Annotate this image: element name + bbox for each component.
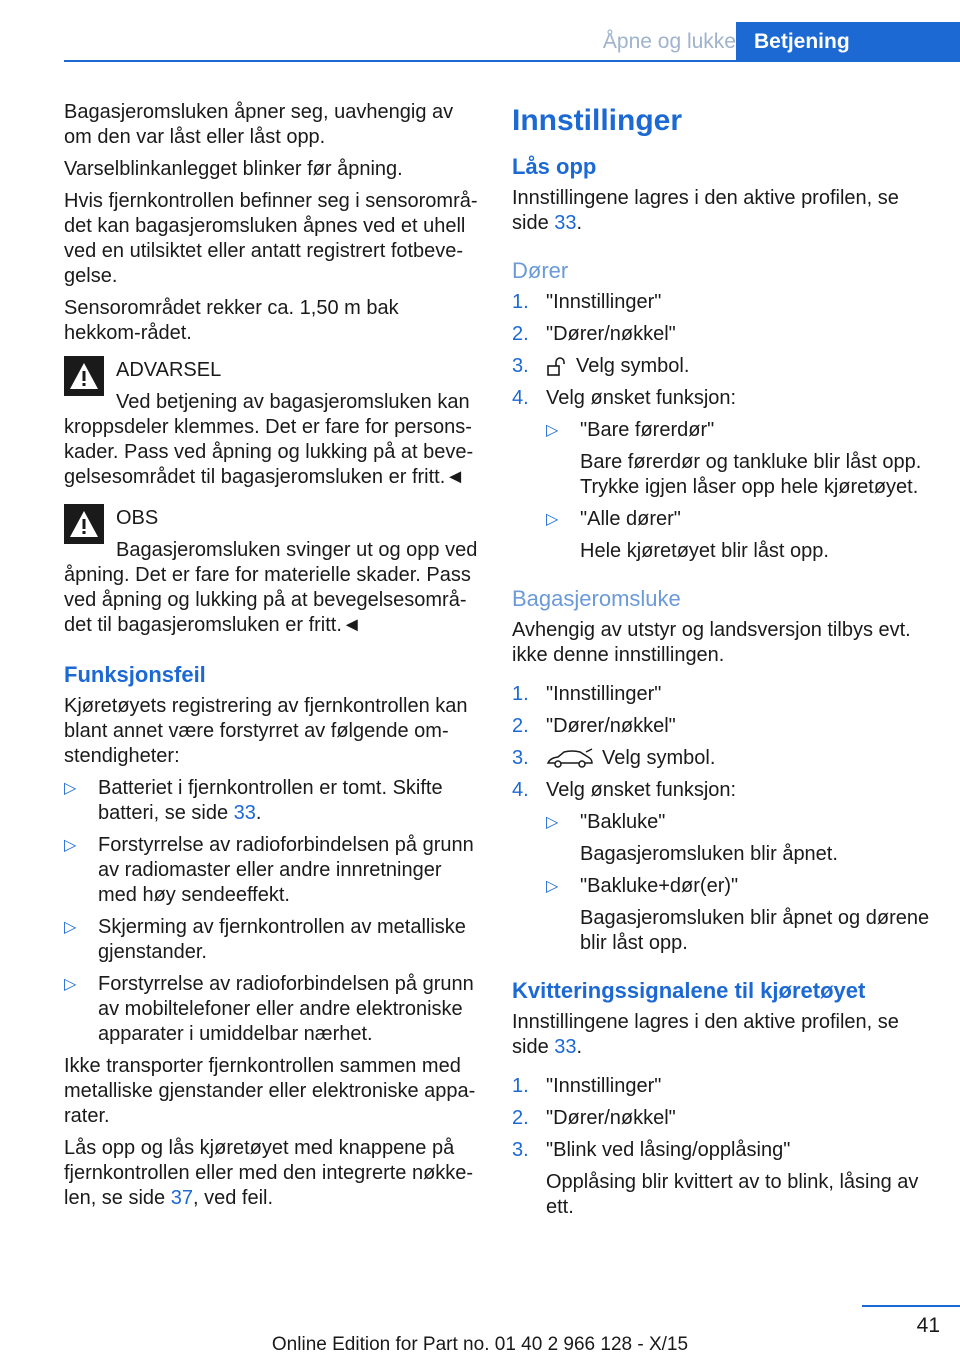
paragraph: Hvis fjernkontrollen befinner seg i sensorområ‐det kan bagasjeromsluken åpnes ved et uhell ved en utilsiktet eller antatt registrert fotbeve‐gelse. <box>64 190 478 287</box>
unlock-icon <box>546 356 568 378</box>
paragraph: Sensorområdet rekker ca. 1,50 m bak hekkom‐rådet. <box>64 297 399 344</box>
paragraph: Avhengig av utstyr og landsversjon tilbys evt. ikke denne innstillingen. <box>512 619 911 666</box>
page-link[interactable]: 33 <box>554 1036 577 1058</box>
bullet-triangle-icon: ▷ <box>546 814 559 831</box>
left-column <box>64 100 480 1218</box>
paragraph: Innstillingene lagres i den aktive profilen, se side 33. <box>512 187 899 234</box>
list-item: 2. "Dører/nøkkel" <box>512 715 676 737</box>
bullet-triangle-icon: ▷ <box>546 878 559 895</box>
list-item: 2. "Dører/nøkkel" <box>512 1107 676 1129</box>
subsection-heading-doors: Dører <box>512 258 569 283</box>
list-item: 3. Velg symbol. <box>512 747 716 769</box>
section-title: Innstillinger <box>512 104 683 137</box>
list-item: ▷ "Bakluke+dør(er)" Bagasjeromsluken blir åpnet og dørene blir låst opp. <box>546 875 930 954</box>
bullet-triangle-icon: ▷ <box>64 976 77 993</box>
list-item: ▷ "Bare førerdør" Bare førerdør og tankluke blir låst opp. Trykke igjen låser opp hele kjøretøyet. <box>546 419 922 498</box>
list-item: 3. "Blink ved låsing/opplåsing" Opplåsing blir kvittert av to blink, låsing av ett. <box>512 1139 919 1218</box>
page-link[interactable]: 37 <box>170 1187 193 1209</box>
list-item: 4. Velg ønsket funksjon: ▷ "Bakluke" Bagasjeromsluken blir åpnet. ▷ "Bakluke+dør(er)" Bagasjeromsluken blir åpnet og dørene blir låst opp. <box>512 778 940 956</box>
list-item: ▷ Forstyrrelse av radioforbindelsen på grunn av radiomaster eller andre innretninger med høy sendeeffekt. <box>64 834 474 906</box>
caution-text: Bagasjeromsluken svinger ut og opp ved <box>116 539 478 561</box>
right-column <box>512 100 940 1227</box>
warning-text: Ved betjening av bagasjeromsluken kan <box>116 391 470 413</box>
warning-icon <box>64 504 104 544</box>
bullet-triangle-icon: ▷ <box>546 422 559 439</box>
list-item: 4. Velg ønsket funksjon: ▷ "Bare førerdør" Bare førerdør og tankluke blir låst opp. Trykke igjen låser opp hele kjøretøyet. ▷ "Alle dører" Hele kjøretøyet blir låst opp. <box>512 386 940 564</box>
subsection-heading-unlock: Lås opp <box>512 154 597 179</box>
option-list <box>546 810 940 956</box>
fault-list <box>64 776 480 1047</box>
ack-steps <box>512 1074 940 1220</box>
warning-title: ADVARSEL <box>116 359 222 381</box>
caution-title: OBS <box>116 507 159 529</box>
page-link[interactable]: 33 <box>554 212 577 234</box>
caution-box <box>64 504 480 638</box>
header-section-title: Åpne og lukke <box>602 30 736 53</box>
doors-steps <box>512 290 940 564</box>
warning-icon <box>64 356 104 396</box>
list-item: 2. "Dører/nøkkel" <box>512 323 676 345</box>
option-list <box>546 418 940 564</box>
paragraph: Innstillingene lagres i den aktive profilen, se side 33. <box>512 1011 899 1058</box>
paragraph: Kjøretøyets registrering av fjernkontrollen kan blant annet være forstyrret av følgende om‐stendigheter: <box>64 695 468 767</box>
list-item: 3. Velg symbol. <box>512 355 690 377</box>
bullet-triangle-icon: ▷ <box>546 511 559 528</box>
subsection-heading-trunk: Bagasjeromsluke <box>512 586 681 611</box>
trunk-steps <box>512 682 940 956</box>
page-header <box>0 0 960 62</box>
list-item: ▷ "Bakluke" Bagasjeromsluken blir åpnet. <box>546 811 838 865</box>
paragraph: Bagasjeromsluken åpner seg, uavhengig av om den var låst eller låst opp. <box>64 101 454 148</box>
list-item: ▷ Forstyrrelse av radioforbindelsen på grunn av mobiltelefoner eller andre elektroniske apparater i umiddelbar nærhet. <box>64 973 474 1045</box>
section-heading-fault: Funksjonsfeil <box>64 662 206 687</box>
bullet-triangle-icon: ▷ <box>64 919 77 936</box>
paragraph: Varselblinkanlegget blinker før åpning. <box>64 158 403 180</box>
car-trunk-icon <box>546 748 594 770</box>
list-item: ▷ Skjerming av fjernkontrollen av metalliske gjenstander. <box>64 916 466 963</box>
header-rule <box>64 60 960 62</box>
warning-text: kroppsdeler klemmes. Det er fare for persons‐kader. Pass ved åpning og lukking på at beve‐gelsesområdet til bagasjeromsluken er fritt.◄ <box>64 416 474 488</box>
paragraph: Ikke transporter fjernkontrollen sammen med metalliske gjenstander eller elektroniske appa‐rater. <box>64 1055 476 1127</box>
list-item: ▷ Batteriet i fjernkontrollen er tomt. Skifte batteri, se side 33. <box>64 777 443 824</box>
header-chapter-tab: Betjening <box>736 22 960 62</box>
list-item: 1. "Innstillinger" <box>512 1075 662 1097</box>
warning-box <box>64 356 480 490</box>
page-number-rule <box>862 1305 960 1307</box>
footer-edition: Online Edition for Part no. 01 40 2 966 128 - X/15 <box>271 1334 689 1355</box>
list-item: ▷ "Alle dører" Hele kjøretøyet blir låst opp. <box>546 508 829 562</box>
caution-text: åpning. Det er fare for materielle skader. Pass ved åpning og lukking på at bevegelsesområ‐det til bagasjeromsluken er fritt.◄ <box>64 564 471 636</box>
bullet-triangle-icon: ▷ <box>64 837 77 854</box>
paragraph: Lås opp og lås kjøretøyet med knappene på fjernkontrollen eller med den integrerte nøkke‐len, se side 37, ved feil. <box>64 1137 474 1209</box>
page-number: 41 <box>916 1314 940 1337</box>
page-link[interactable]: 33 <box>233 802 256 824</box>
list-item: 1. "Innstillinger" <box>512 683 662 705</box>
subsection-heading-ack: Kvitteringssignalene til kjøretøyet <box>512 978 866 1003</box>
bullet-triangle-icon: ▷ <box>64 780 77 797</box>
list-item: 1. "Innstillinger" <box>512 291 662 313</box>
